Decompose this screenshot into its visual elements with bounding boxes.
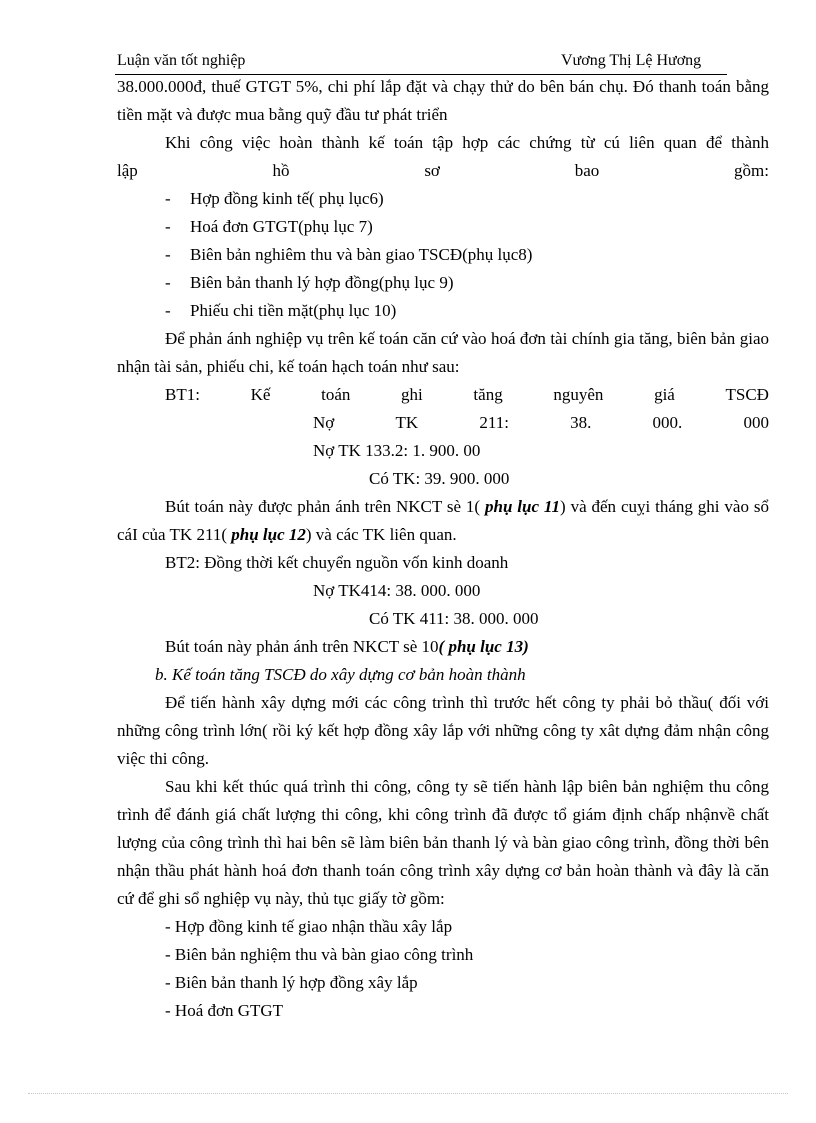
bullet-dash: - xyxy=(165,273,171,292)
page-bottom-divider xyxy=(28,1093,788,1094)
word: TK xyxy=(395,413,419,432)
word: 000 xyxy=(743,413,769,432)
list-item xyxy=(117,185,769,213)
list-item-text: Biên bản nghiêm thu và bàn giao TSCĐ(phụ lục8) xyxy=(190,245,533,264)
paragraph-khi-line1: Khi công việc hoàn thành kế toán tập hợp các chứng từ cú liên quan để thành xyxy=(165,133,769,152)
paragraph-sau-khi: Sau khi kết thúc quá trình thi công, công ty sẽ tiến hành lập biên bản nghiệm thu công trình để đánh giá chất lượng thi công, khi công trình đã được tổ giám định chấp nhậnvề chất lượng của công trình thì hai bên sẽ làm biên bản thanh lý và bàn giao công trình, đồng thời bên nhận thầu phát hành hoá đơn thanh toán công trình xây dựng cơ bản hoàn thành và đây là căn cứ để ghi sổ nghiệp vụ này, thủ tục giấy tờ gồm: xyxy=(117,777,769,908)
bullet-dash: - xyxy=(165,217,171,236)
list-item: - Biên bản nghiệm thu và bàn giao công trình xyxy=(165,945,474,964)
list-item: - Hợp đồng kinh tế giao nhận thầu xây lắp xyxy=(165,917,453,936)
entry-bt1-debit-vat: Nợ TK 133.2: 1. 900. 00 xyxy=(313,441,481,460)
appendix-ref-12: phụ lục 12 xyxy=(231,525,306,544)
word: ghi xyxy=(401,385,423,404)
text-run: Bút toán này được phản ánh trên NKCT sè 1( xyxy=(165,497,485,516)
bullet-dash: - xyxy=(165,189,171,208)
word: gồm: xyxy=(734,161,769,180)
word: Nợ xyxy=(313,413,335,432)
appendix-ref-13: ( phụ lục 13) xyxy=(438,637,529,656)
word: bao xyxy=(574,161,600,180)
word: lập xyxy=(117,161,138,180)
word: 211: xyxy=(479,413,509,432)
list-item-text: Hoá đơn GTGT(phụ lục 7) xyxy=(190,217,373,236)
entry-bt2-credit: Có TK 411: 38. 000. 000 xyxy=(369,609,539,628)
documents-list xyxy=(117,185,769,325)
entry-bt1-credit: Có TK: 39. 900. 000 xyxy=(369,469,510,488)
word: 000. xyxy=(652,413,683,432)
list-item: - Hoá đơn GTGT xyxy=(165,1001,284,1020)
word: 38. xyxy=(570,413,592,432)
header-author-name: Vương Thị Lệ Hương xyxy=(561,52,702,69)
word: sơ xyxy=(424,161,440,180)
text-run: ) và các TK liên quan. xyxy=(305,525,457,544)
text-run: Bút toán này phản ánh trên NKCT sè 10 xyxy=(165,637,439,656)
word: hồ xyxy=(272,161,290,180)
appendix-ref-11: phụ lục 11 xyxy=(484,497,560,516)
word: tăng xyxy=(473,385,503,404)
word: Kế xyxy=(250,385,271,404)
word: TSCĐ xyxy=(725,385,769,404)
paragraph-intro: 38.000.000đ, thuế GTGT 5%, chi phí lắp đặt và chạy thử do bên bán chụ. Đó thanh toán bằng tiền mặt và được mua bằng quỹ đầu tư phát triển xyxy=(117,77,769,124)
paragraph-but-toan-1 xyxy=(117,493,769,549)
paragraph-phan-anh: Để phản ánh nghiệp vụ trên kế toán căn cứ vào hoá đơn tài chính gia tăng, biên bản giao nhận tài sản, phiếu chi, kế toán hạch toán như sau: xyxy=(117,329,769,376)
word: BT1: xyxy=(165,385,200,404)
paragraph-tien-hanh: Để tiến hành xây dựng mới các công trình thì trước hết công ty phải bỏ thầu( đối với những công trình lớn( rồi ký kết hợp đồng xây lắp với những công ty xât dựng đảm nhận công việc thi công. xyxy=(117,693,769,768)
word: nguyên xyxy=(553,385,604,404)
entry-bt1-heading xyxy=(117,381,769,409)
paragraph-but-toan-2 xyxy=(117,633,769,661)
list-item-text: Hợp đồng kinh tế( phụ lục6) xyxy=(190,189,384,208)
header-thesis-label: Luận văn tốt nghiệp xyxy=(117,52,246,69)
bullet-dash: - xyxy=(165,245,171,264)
word: toán xyxy=(321,385,351,404)
list-item: - Biên bản thanh lý hợp đồng xây lắp xyxy=(165,973,418,992)
list-item-text: Phiếu chi tiền mặt(phụ lục 10) xyxy=(190,301,397,320)
text-run: ) và đến cuỵi tháng ghi vào sổ cáI của TK 211( xyxy=(117,497,769,544)
paragraph-khi-line2 xyxy=(117,157,769,185)
entry-bt2-heading: BT2: Đồng thời kết chuyển nguồn vốn kinh doanh xyxy=(165,553,509,572)
document-body xyxy=(117,73,769,1025)
page-header xyxy=(115,50,727,75)
bullet-dash: - xyxy=(165,301,171,320)
entry-bt2-debit: Nợ TK414: 38. 000. 000 xyxy=(313,581,481,600)
list-item xyxy=(117,213,769,241)
list-item-text: Biên bản thanh lý hợp đồng(phụ lục 9) xyxy=(190,273,454,292)
procedure-list xyxy=(117,913,769,1025)
list-item xyxy=(117,269,769,297)
word: giá xyxy=(654,385,675,404)
list-item xyxy=(117,297,769,325)
list-item xyxy=(117,241,769,269)
entry-bt1-debit xyxy=(117,409,769,437)
section-subheading-b: b. Kế toán tăng TSCĐ do xây dựng cơ bản hoàn thành xyxy=(155,665,526,684)
